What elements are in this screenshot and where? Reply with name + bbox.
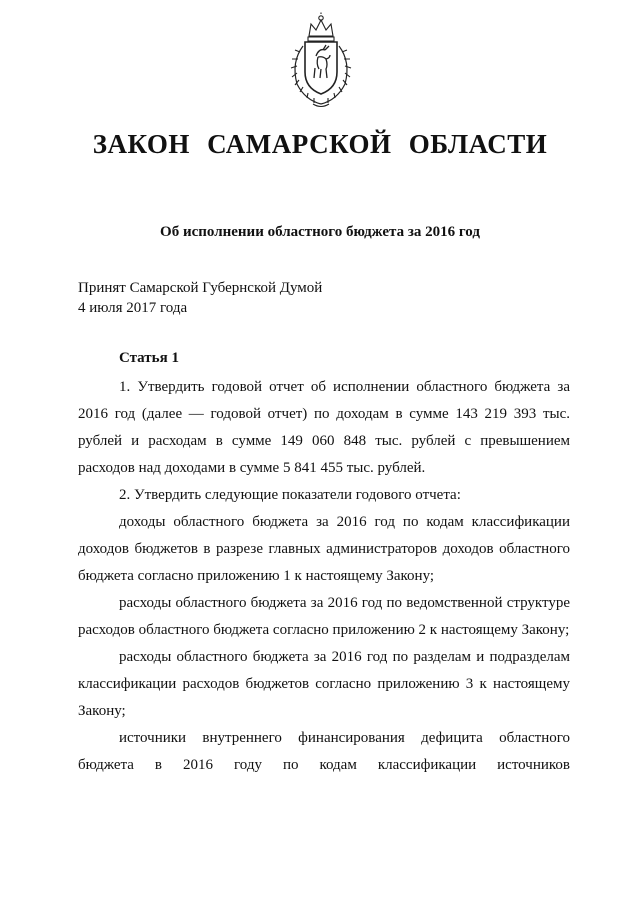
paragraph: 1. Утвердить годовой отчет об исполнении областного бюджета за 2016 год (далее — годовой отчет) по доходам в сумме 143 219 393 тыс. рублей и расходам в сумме 149 060 848 тыс. рублей с превышением расходов над доходами в сумме 5 841 455 тыс. рублей.	[78, 379, 570, 476]
article-body	[78, 342, 570, 779]
article-heading: Статья 1	[119, 350, 179, 366]
adoption-date: 4 июля 2017 года	[78, 300, 188, 316]
paragraph: расходы областного бюджета за 2016 год по разделам и подразделам классификации расходов бюджетов согласно приложению 3 к настоящему Закону;	[78, 649, 570, 719]
paragraph: источники внутреннего финансирования дефицита областного бюджета в 2016 году по кодам классификации источников	[78, 730, 570, 773]
paragraph: доходы областного бюджета за 2016 год по кодам классификации доходов бюджетов в разрезе главных администраторов доходов областного бюджета согласно приложению 1 к настоящему Закону;	[78, 514, 570, 584]
paragraph: расходы областного бюджета за 2016 год по ведомственной структуре расходов областного бюджета согласно приложению 2 к настоящему Закону;	[78, 595, 570, 638]
adoption-body: Принят Самарской Губернской Думой	[78, 280, 323, 296]
adoption-info	[78, 278, 322, 318]
law-subtitle: Об исполнении областного бюджета за 2016 год	[160, 224, 480, 240]
coat-of-arms-icon	[285, 12, 357, 110]
paragraph: 2. Утвердить следующие показатели годового отчета:	[119, 487, 461, 503]
law-title: ЗАКОН САМАРСКОЙ ОБЛАСТИ	[92, 129, 548, 159]
